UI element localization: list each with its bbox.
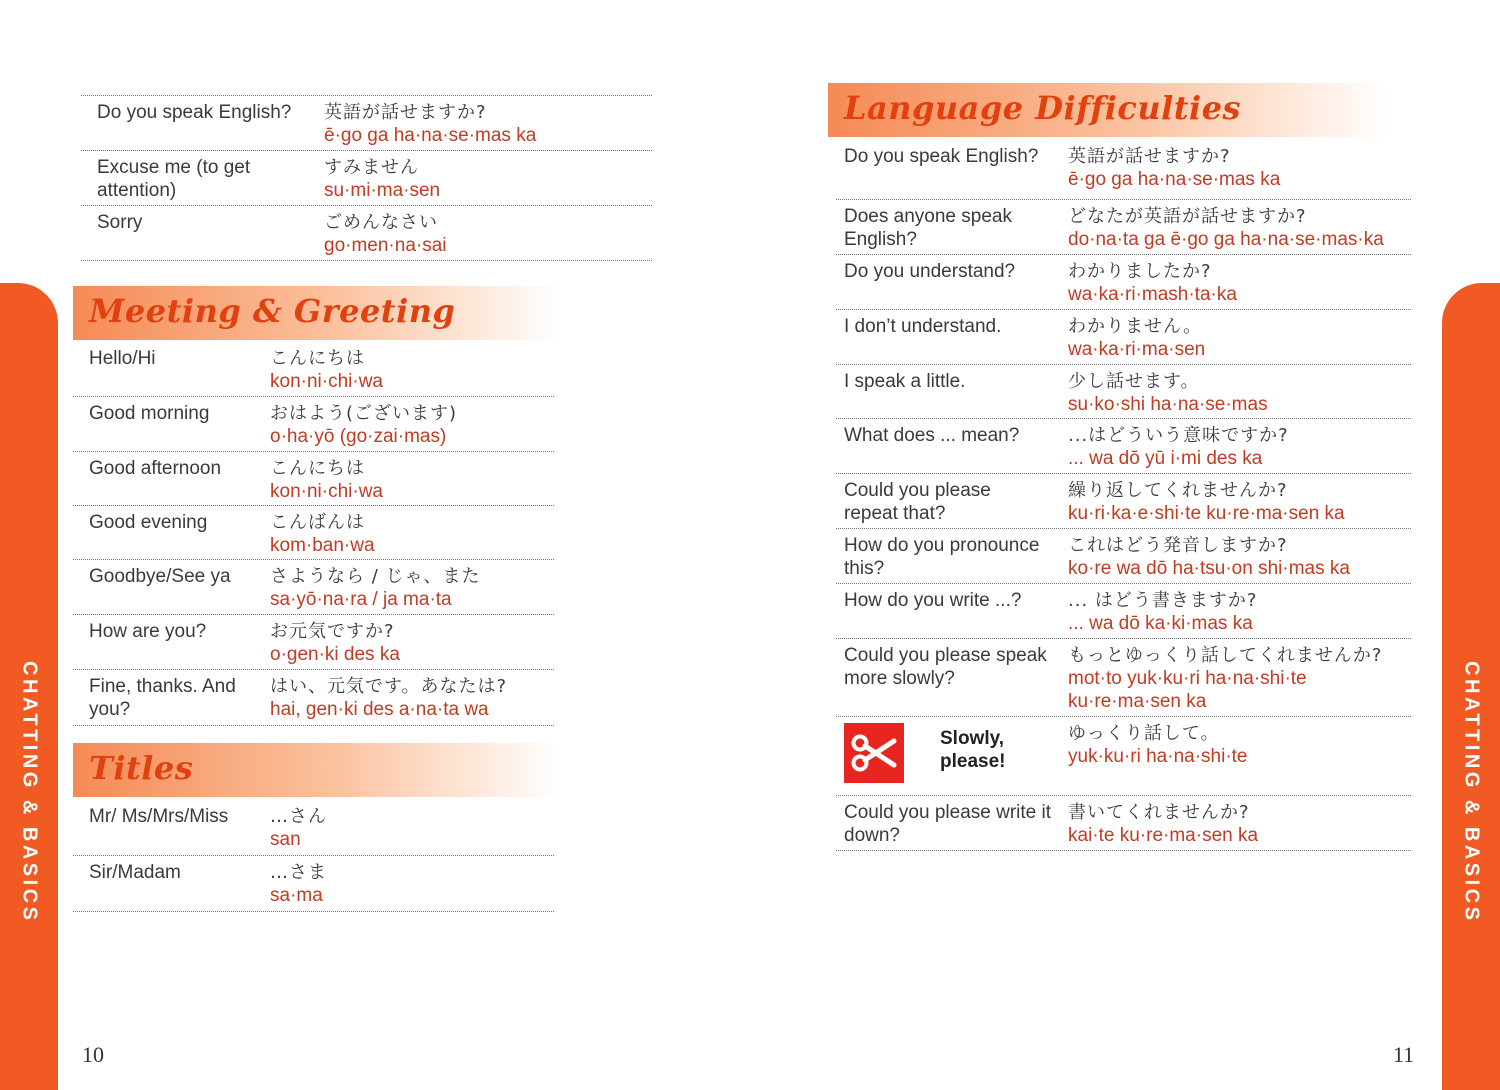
titles-phrase-table (73, 800, 554, 912)
japanese-script: これはどう発音しますか? (1068, 535, 1288, 556)
english-phrase: Does anyone speak English? (844, 206, 1012, 250)
japanese-script: こんばんは (270, 512, 365, 533)
japanese-script: お元気ですか? (270, 621, 395, 642)
page-number: 11 (1393, 1042, 1415, 1067)
japanese-script: もっとゆっくり話してくれませんか? (1068, 645, 1383, 666)
english-phrase: Hello/Hi (89, 348, 156, 369)
romanization: mot·to yuk·ku·ri ha·na·shi·te ku·re·ma·sen ka (1068, 668, 1307, 712)
romanization: hai, gen·ki des a·na·ta wa (270, 699, 489, 720)
romanization: yuk·ku·ri ha·na·shi·te (1068, 746, 1248, 767)
right-page (750, 0, 1500, 1090)
phrase-row (73, 800, 554, 856)
romanization: ku·ri·ka·e·shi·te ku·re·ma·sen ka (1068, 503, 1345, 524)
english-phrase: I don’t understand. (844, 316, 1002, 337)
page-number: 10 (82, 1042, 104, 1067)
phrase-row (73, 342, 554, 397)
section-title: Titles (89, 749, 194, 787)
side-tab-left (0, 283, 58, 1090)
japanese-script: すみません (324, 157, 419, 178)
english-phrase: Could you please repeat that? (844, 480, 991, 524)
romanization: wa·ka·ri·mash·ta·ka (1068, 284, 1237, 305)
romanization: ko·re wa dō ha·tsu·on shi·mas ka (1068, 558, 1350, 579)
japanese-script: はい、元気です。あなたは? (270, 676, 508, 697)
section-header-meeting (73, 286, 560, 340)
side-tab-label: CHATTING & BASICS (18, 661, 41, 924)
english-phrase: Do you speak English? (97, 102, 292, 123)
japanese-script: おはよう(ございます) (270, 403, 458, 424)
japanese-script: 繰り返してくれませんか? (1068, 480, 1288, 501)
scissors-icon (844, 723, 904, 783)
english-phrase: Good evening (89, 512, 208, 533)
phrase-row (73, 397, 554, 452)
phrase-row (836, 255, 1411, 310)
english-phrase: Good morning (89, 403, 210, 424)
romanization: san (270, 829, 301, 850)
section-header-titles (73, 743, 560, 797)
romanization: go·men·na·sai (324, 235, 447, 256)
english-phrase: How are you? (89, 621, 207, 642)
phrase-row (836, 310, 1411, 365)
english-phrase: Mr/ Ms/Mrs/Miss (89, 806, 229, 827)
phrase-row (81, 206, 652, 261)
romanization: kon·ni·chi·wa (270, 371, 383, 392)
phrase-row (836, 639, 1411, 717)
japanese-script: ゆっくり話して。 (1068, 723, 1220, 744)
english-phrase: Sir/Madam (89, 862, 181, 883)
romanization: ē·go ga ha·na·se·mas ka (324, 125, 537, 146)
english-phrase: Excuse me (to get attention) (97, 157, 251, 201)
phrase-row (73, 506, 554, 560)
english-phrase: Do you understand? (844, 261, 1016, 282)
english-phrase: Sorry (97, 212, 143, 233)
english-phrase: Good afternoon (89, 458, 222, 479)
phrase-row (73, 560, 554, 615)
phrase-row (836, 419, 1411, 474)
romanization: ... wa dō yū i·mi des ka (1068, 448, 1263, 469)
romanization: wa·ka·ri·ma·sen (1068, 339, 1206, 360)
japanese-script: こんにちは (270, 458, 365, 479)
english-phrase: How do you pronounce this? (844, 535, 1040, 579)
japanese-script: …さん (270, 806, 327, 827)
romanization: o·ha·yō (go·zai·mas) (270, 426, 447, 447)
romanization: sa·ma (270, 885, 323, 906)
phrase-row (836, 200, 1411, 255)
japanese-script: わかりましたか? (1068, 261, 1212, 282)
english-phrase: How do you write ...? (844, 590, 1022, 611)
japanese-script: 少し話せます。 (1068, 371, 1200, 392)
language-phrase-table (836, 140, 1411, 851)
callout-row (836, 717, 1411, 795)
phrase-row (836, 474, 1411, 529)
phrase-row (81, 96, 652, 151)
japanese-script: ... はどう書きますか? (1068, 590, 1258, 611)
phrase-row (836, 584, 1411, 639)
japanese-script: ...はどういう意味ですか? (1068, 425, 1289, 446)
romanization: do·na·ta ga ē·go ga ha·na·se·mas·ka (1068, 229, 1384, 250)
phrase-row (73, 615, 554, 670)
japanese-script: 英語が話せますか? (1068, 146, 1231, 167)
japanese-script: …さま (270, 862, 327, 883)
romanization: kai·te ku·re·ma·sen ka (1068, 825, 1259, 846)
phrase-row (73, 856, 554, 912)
callout-label: Slowly, please! (940, 728, 1006, 772)
english-phrase: Fine, thanks. And you? (89, 676, 236, 720)
japanese-script: 書いてくれませんか? (1068, 802, 1250, 823)
side-tab-right (1442, 283, 1500, 1090)
section-header-language (828, 83, 1388, 137)
romanization: ... wa dō ka·ki·mas ka (1068, 613, 1253, 634)
intro-phrase-table (81, 95, 652, 261)
romanization: sa·yō·na·ra / ja ma·ta (270, 589, 452, 610)
english-phrase: Goodbye/See ya (89, 566, 231, 587)
romanization: su·ko·shi ha·na·se·mas (1068, 394, 1268, 415)
phrase-row (836, 796, 1411, 851)
phrase-row (836, 365, 1411, 419)
section-title: Meeting & Greeting (89, 292, 456, 330)
romanization: kon·ni·chi·wa (270, 481, 383, 502)
japanese-script: どなたが英語が話せますか? (1068, 206, 1307, 227)
callout-left (836, 717, 1068, 795)
section-title: Language Difficulties (844, 89, 1242, 127)
japanese-script: ごめんなさい (324, 212, 438, 233)
romanization: su·mi·ma·sen (324, 180, 441, 201)
phrase-row (836, 529, 1411, 584)
english-phrase: I speak a little. (844, 371, 966, 392)
romanization: o·gen·ki des ka (270, 644, 400, 665)
english-phrase: Do you speak English? (844, 146, 1039, 167)
romanization: ē·go ga ha·na·se·mas ka (1068, 169, 1281, 190)
side-tab-label: CHATTING & BASICS (1460, 661, 1483, 924)
phrase-row (73, 452, 554, 506)
english-phrase: What does ... mean? (844, 425, 1020, 446)
phrase-row (836, 140, 1411, 200)
phrase-row (81, 151, 652, 206)
english-phrase: Could you please speak more slowly? (844, 645, 1047, 689)
japanese-script: さようなら / じゃ、また (270, 566, 481, 587)
japanese-script: わかりません。 (1068, 316, 1203, 337)
meeting-phrase-table (73, 342, 554, 726)
english-phrase: Could you please write it down? (844, 802, 1051, 846)
japanese-script: こんにちは (270, 348, 365, 369)
phrase-row (73, 670, 554, 726)
romanization: kom·ban·wa (270, 535, 375, 556)
japanese-script: 英語が話せますか? (324, 102, 487, 123)
